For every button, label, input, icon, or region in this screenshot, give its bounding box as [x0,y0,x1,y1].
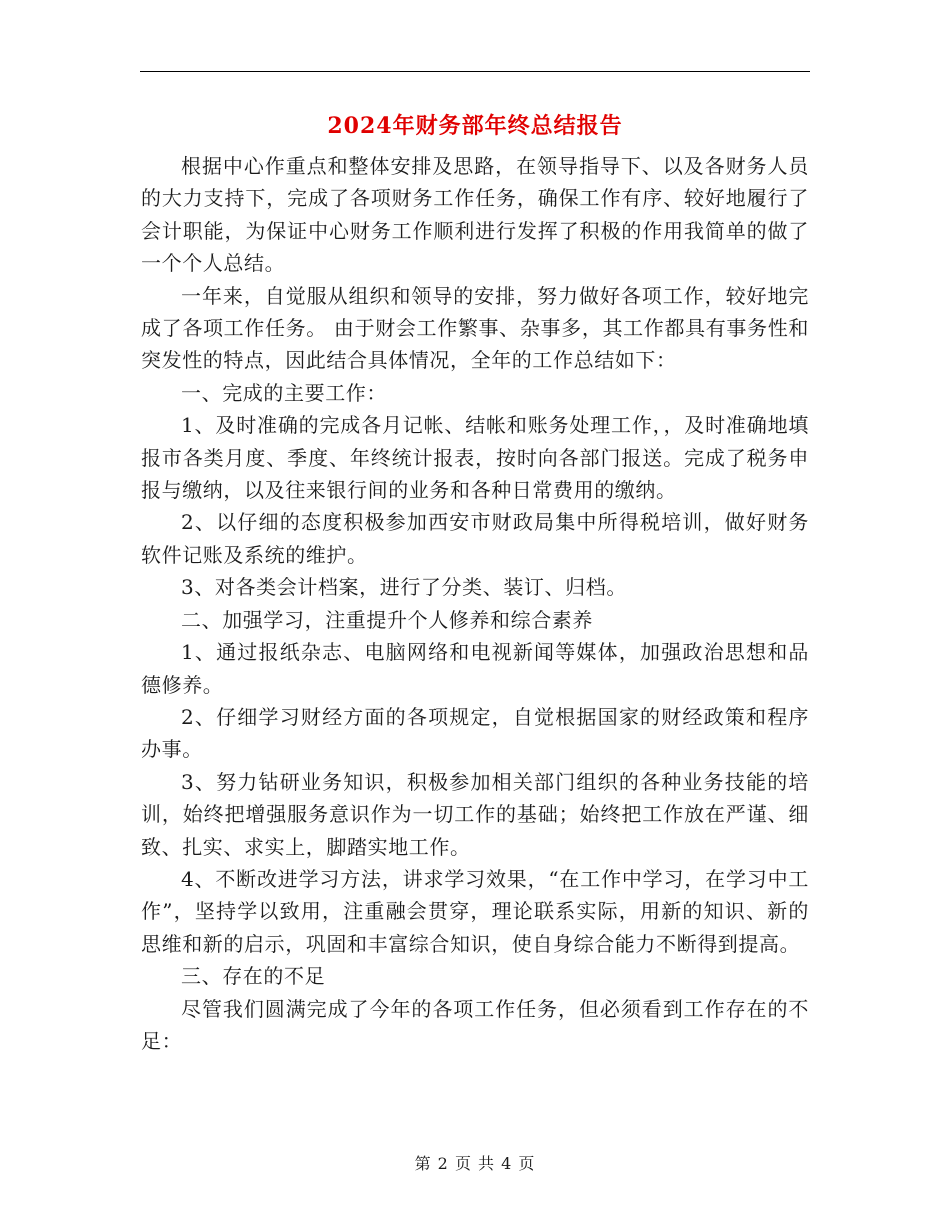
section-heading-shortcomings: 三、存在的不足 [181,964,326,989]
section-heading-main-work: 一、完成的主要工作： [181,380,387,405]
page-number-footer: 第 2 页 共 4 页 [414,1154,536,1173]
section-heading-learning: 二、加强学习，注重提升个人修养和综合素养 [181,607,593,632]
document-title: 2024年财务部年终总结报告 [327,113,623,139]
paragraph-item: 1、通过报纸杂志、电脑网络和电视新闻等媒体，加强政治思想和品德修养。 [141,640,809,697]
document-body [141,150,809,1057]
paragraph-item: 2、仔细学习财经方面的各项规定，自觉根据国家的财经政策和程序办事。 [141,704,809,762]
paragraph-item: 3、对各类会计档案，进行了分类、装订、归档。 [181,575,627,600]
header-rule [140,71,810,72]
paragraph-item: 3、努力钻研业务知识，积极参加相关部门组织的各种业务技能的培训，始终把增强服务意识作为一切工作的基础；始终把工作放在严谨、细致、扎实、求实上，脚踏实地工作。 [141,769,809,859]
paragraph-item: 1、及时准确的完成各月记帐、结帐和账务处理工作，，及时准确地填报市各类月度、季度、年终统计报表，按时向各部门报送。完成了税务申报与缴纳，以及往来银行间的业务和各种日常费用的缴纳。 [141,413,809,503]
paragraph-item: 4、不断改进学习方法，讲求学习效果，“在工作中学习，在学习中工作”，坚持学以致用，注重融会贯穿，理论联系实际，用新的知识、新的思维和新的启示，巩固和丰富综合知识，使自身综合能力不断得到提高。 [141,866,809,956]
paragraph-intro: 根据中心作重点和整体安排及思路，在领导指导下、以及各财务人员的大力支持下，完成了各项财务工作任务，确保工作有序、较好地履行了会计职能，为保证中心财务工作顺利进行发挥了积极的作用我简单的做了一个个人总结。 [141,154,809,276]
paragraph-overview: 一年来，自觉服从组织和领导的安排，努力做好各项工作，较好地完成了各项工作任务。 由于财会工作繁事、杂事多，其工作都具有事务性和突发性的特点，因此结合具体情况，全年的工作总结如下： [141,283,809,373]
paragraph-item: 2、以仔细的态度积极参加西安市财政局集中所得税培训，做好财务软件记账及系统的维护。 [141,510,809,567]
paragraph-shortcomings: 尽管我们圆满完成了今年的各项工作任务，但必须看到工作存在的不足： [141,996,809,1053]
